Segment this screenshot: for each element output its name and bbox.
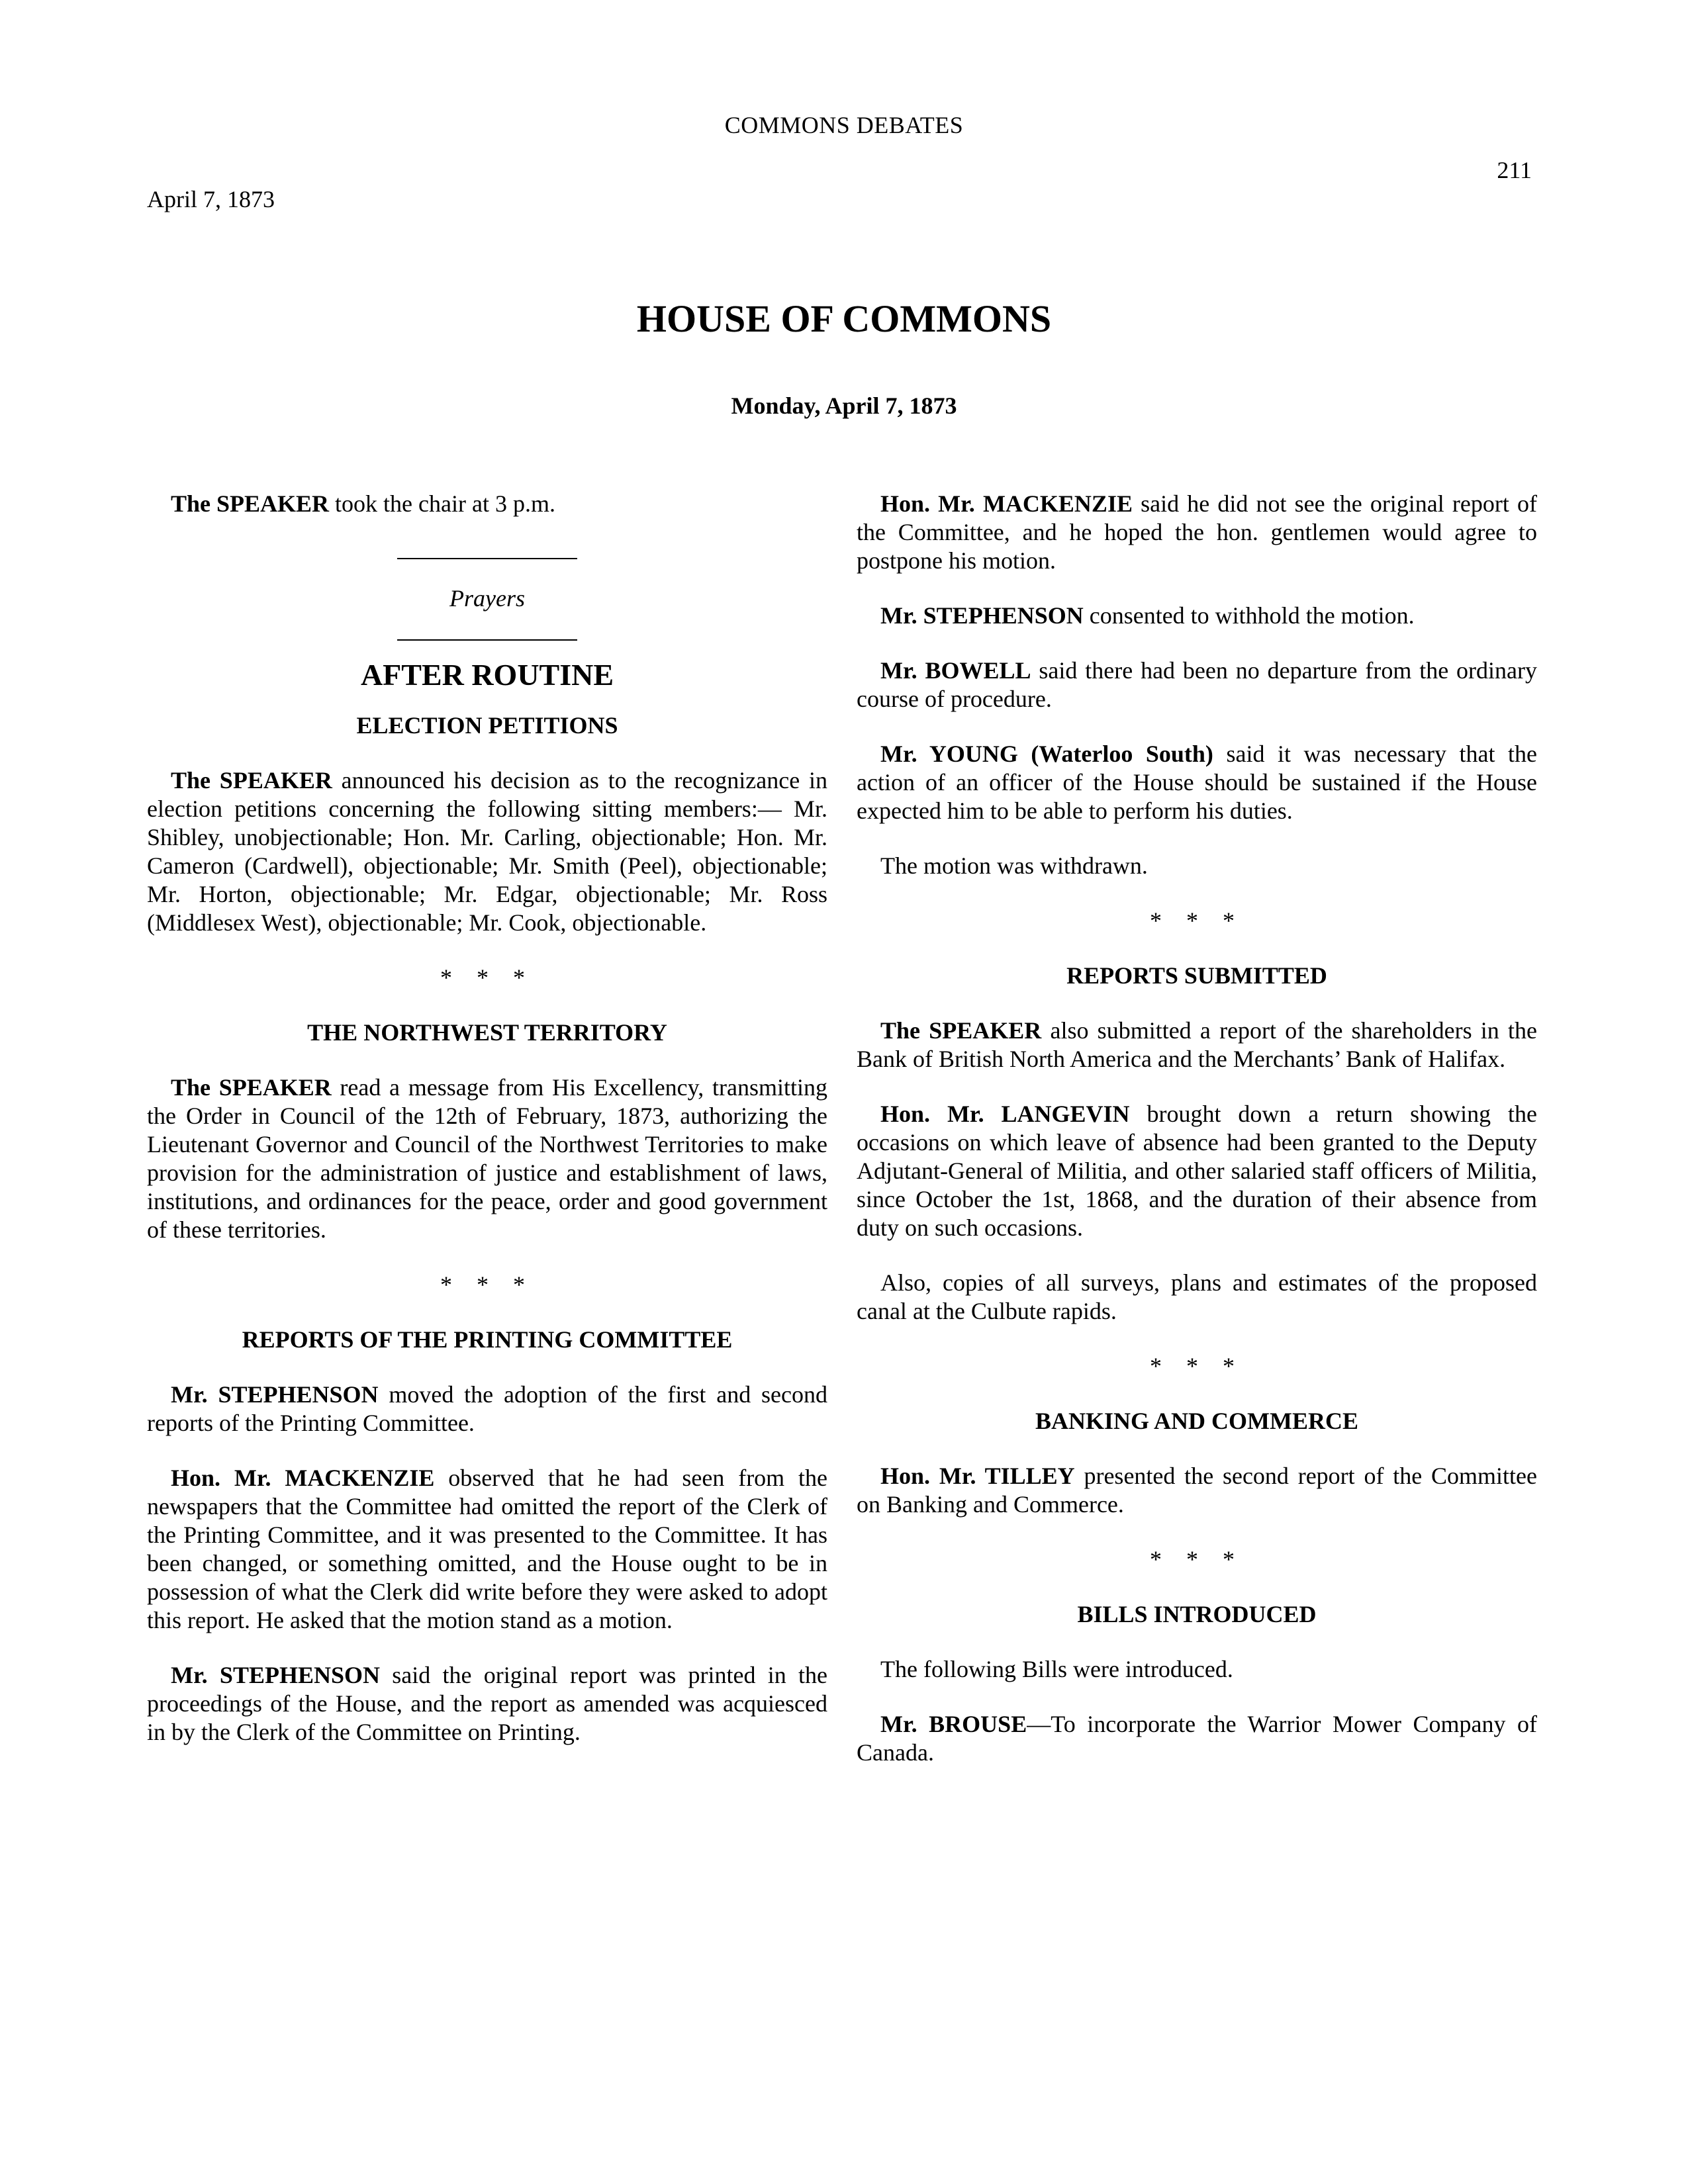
printing-paragraph-1 xyxy=(147,1381,827,1437)
section-separator: * * * xyxy=(1150,1353,1244,1379)
paragraph-text: brought down a return showing the occasions on which leave of absence had been granted to the Deputy Adjutant-General of Militia, and other salaried staff officers of Militia, since October the 1st, 1868, and the duration of their absence from duty on such occasions. xyxy=(857,1101,1537,1241)
speaker-name: Hon. Mr. MACKENZIE xyxy=(880,490,1133,517)
page-title: HOUSE OF COMMONS xyxy=(636,297,1052,340)
paragraph-text: took the chair at 3 p.m. xyxy=(329,490,555,517)
section-separator: * * * xyxy=(1150,1546,1244,1572)
paragraph-text: moved the adoption of the first and second reports of the Printing Committee. xyxy=(147,1381,827,1436)
divider-rule xyxy=(397,639,577,641)
paragraph-text: consented to withhold the motion. xyxy=(1083,602,1415,629)
speaker-name: Mr. STEPHENSON xyxy=(171,1381,379,1408)
debate-paragraph-4 xyxy=(857,740,1537,825)
paragraph-text: said it was necessary that the action of an officer of the House should be sustained if the House expected him to be able to perform his duties. xyxy=(857,741,1537,824)
paragraph-text: observed that he had seen from the newspapers that the Committee had omitted the report of the Clerk of the Printing Committee, and it was presented to the Committee. It has been changed, or something omitted, and the House ought to be in possession of what the Clerk did write before they were asked to adopt this report. He asked that the motion stand as a motion. xyxy=(147,1465,827,1633)
banking-paragraph xyxy=(857,1462,1537,1519)
reports-paragraph-2 xyxy=(857,1100,1537,1242)
speaker-name: Hon. Mr. MACKENZIE xyxy=(171,1465,435,1491)
section-heading-reports-submitted: REPORTS SUBMITTED xyxy=(1066,962,1327,989)
bills-paragraph-1: The following Bills were introduced. xyxy=(880,1656,1233,1682)
speaker-name: Hon. Mr. LANGEVIN xyxy=(880,1101,1130,1127)
printing-paragraph-2 xyxy=(147,1464,827,1635)
left-column xyxy=(147,490,827,1773)
speaker-name: Mr. BOWELL xyxy=(880,657,1031,684)
speaker-name: Hon. Mr. TILLEY xyxy=(880,1463,1075,1489)
bills-paragraph-2 xyxy=(857,1710,1537,1767)
printing-paragraph-3 xyxy=(147,1661,827,1747)
debate-paragraph-2 xyxy=(857,602,1537,630)
section-heading-bills-introduced: BILLS INTRODUCED xyxy=(1077,1601,1317,1627)
section-separator: * * * xyxy=(440,1271,534,1298)
section-heading-election-petitions: ELECTION PETITIONS xyxy=(356,712,618,739)
divider-rule xyxy=(397,558,577,559)
speaker-name: Mr. STEPHENSON xyxy=(880,602,1084,629)
section-separator: * * * xyxy=(1150,907,1244,934)
section-heading-banking-commerce: BANKING AND COMMERCE xyxy=(1035,1408,1358,1434)
date-line: April 7, 1873 xyxy=(147,186,275,212)
paragraph-text: —To incorporate the Warrior Mower Company of Canada. xyxy=(857,1711,1538,1766)
section-heading-after-routine: AFTER ROUTINE xyxy=(360,658,614,692)
section-heading-northwest-territory: THE NORTHWEST TERRITORY xyxy=(307,1019,667,1046)
debate-paragraph-1 xyxy=(857,490,1537,575)
prayers-label: Prayers xyxy=(449,585,525,612)
section-separator: * * * xyxy=(440,964,534,991)
speaker-name: Mr. BROUSE xyxy=(880,1711,1027,1737)
sitting-date: Monday, April 7, 1873 xyxy=(731,392,957,419)
paragraph-text: said the original report was printed in the proceedings of the House, and the report as amended was acquiesced in by the Clerk of the Committee on Printing. xyxy=(147,1662,827,1745)
speaker-name: The SPEAKER xyxy=(880,1017,1042,1044)
election-petitions-paragraph xyxy=(147,766,827,937)
opening-paragraph xyxy=(147,490,827,518)
northwest-territory-paragraph xyxy=(147,1073,827,1244)
section-heading-printing-committee: REPORTS OF THE PRINTING COMMITTEE xyxy=(242,1326,733,1353)
speaker-name: Mr. STEPHENSON xyxy=(171,1662,380,1688)
paragraph-text: announced his decision as to the recognizance in election petitions concerning the following sitting members:— Mr. Shibley, unobjectionable; Hon. Mr. Carling, objectionable; Hon. Mr. Cameron (Cardwell), objectionable; Mr. Smith (Peel), objectionable; Mr. Horton, objectionable; Mr. Edgar, objectionable; Mr. Ross (Middlesex West), objectionable; Mr. Cook, objectionable. xyxy=(147,767,827,936)
speaker-name: The SPEAKER xyxy=(171,767,332,794)
reports-paragraph-3: Also, copies of all surveys, plans and estimates of the proposed canal at the Culbute rapids. xyxy=(857,1269,1537,1324)
speaker-name: The SPEAKER xyxy=(171,1074,332,1101)
paragraph-text: said he did not see the original report of the Committee, and he hoped the hon. gentlemen would agree to postpone his motion. xyxy=(857,490,1537,574)
debate-paragraph-3 xyxy=(857,657,1537,713)
page-number: 211 xyxy=(1497,157,1532,183)
speaker-name: Mr. YOUNG (Waterloo South) xyxy=(880,741,1213,767)
running-head: COMMONS DEBATES xyxy=(724,112,964,138)
paragraph-text: read a message from His Excellency, transmitting the Order in Council of the 12th of February, 1873, authorizing the Lieutenant Governor and Council of the Northwest Territories to make provision for the administration of justice and establishment of laws, institutions, and ordinances for the peace, order and good government of these territories. xyxy=(147,1074,827,1243)
right-column xyxy=(857,490,1537,1794)
paragraph-text: said there had been no departure from the ordinary course of procedure. xyxy=(857,657,1537,712)
motion-withdrawn: The motion was withdrawn. xyxy=(880,852,1148,879)
speaker-name: The SPEAKER xyxy=(171,490,330,517)
reports-paragraph-1 xyxy=(857,1017,1537,1073)
paragraph-text: also submitted a report of the shareholders in the Bank of British North America and the Merchants’ Bank of Halifax. xyxy=(857,1017,1537,1072)
paragraph-text: presented the second report of the Committee on Banking and Commerce. xyxy=(857,1463,1537,1518)
